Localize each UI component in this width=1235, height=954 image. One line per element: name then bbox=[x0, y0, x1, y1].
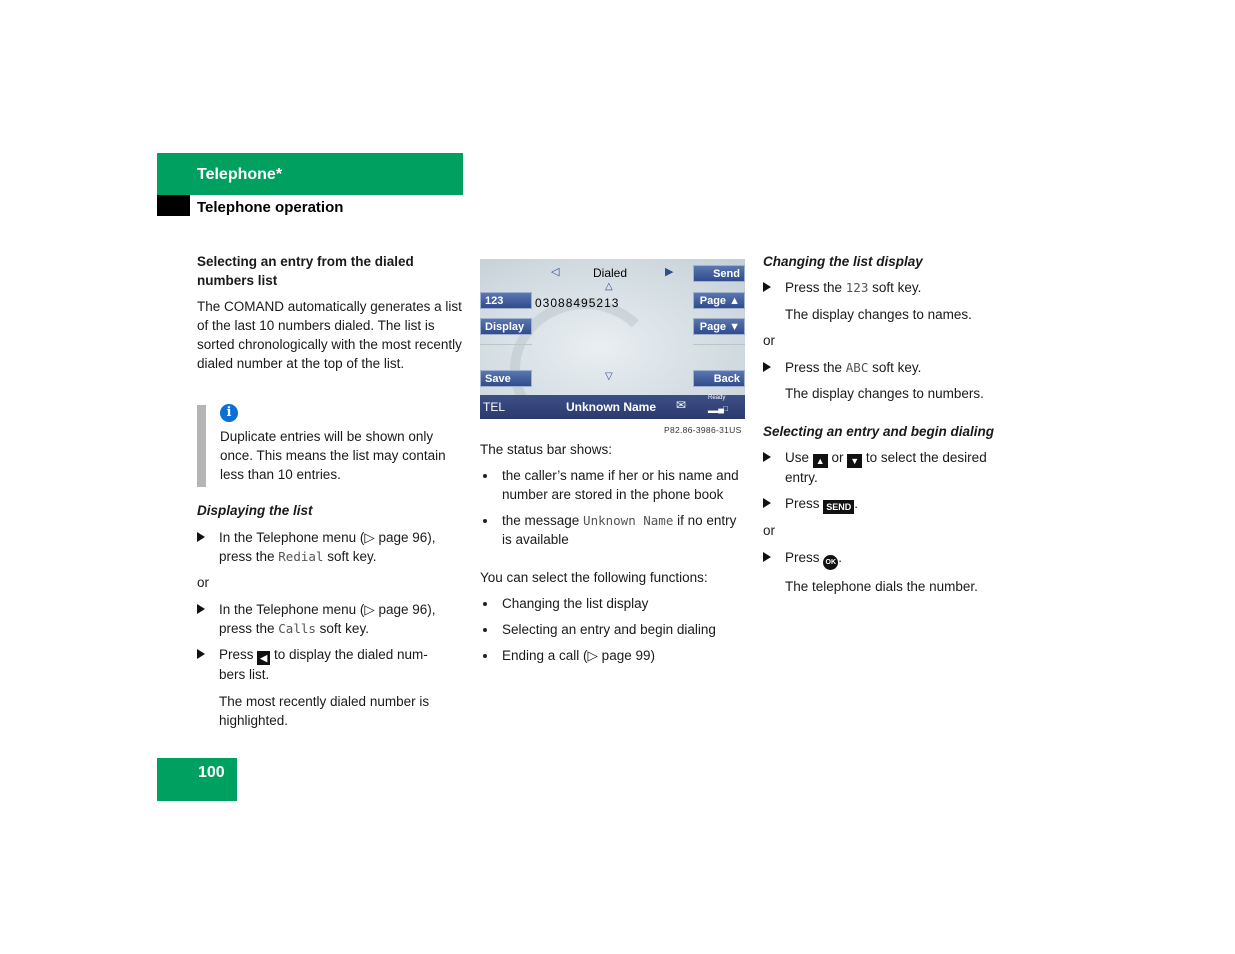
section-heading: Selecting an entry from the dialed numbers list bbox=[197, 254, 414, 288]
softkey-label: Redial bbox=[278, 549, 324, 564]
page-down-softkey[interactable]: Page ▼ bbox=[693, 318, 745, 335]
info-icon: i bbox=[220, 404, 238, 422]
step-item: Press OK . bbox=[763, 548, 1028, 570]
column-left-steps bbox=[197, 501, 462, 730]
softkey-label: Calls bbox=[278, 621, 316, 636]
result-text: The telephone dials the number. bbox=[785, 579, 978, 594]
list-item: Changing the list display bbox=[480, 594, 746, 613]
step-item: In the Telephone menu (▷ page 96), press the Redial soft key. bbox=[197, 528, 462, 566]
step-arrow-icon bbox=[197, 604, 205, 614]
status-mode: TEL bbox=[483, 400, 506, 414]
ok-key-icon: OK bbox=[823, 555, 838, 570]
comand-display-screen bbox=[480, 259, 745, 419]
scroll-up-icon[interactable]: △ bbox=[605, 281, 613, 292]
column-left bbox=[197, 252, 462, 373]
result-text: The most recently dialed number is highlighted. bbox=[219, 694, 430, 728]
step-arrow-icon bbox=[763, 362, 771, 372]
result-text: The display changes to numbers. bbox=[785, 386, 984, 401]
left-arrow-key-icon: ◀ bbox=[257, 651, 270, 665]
step-arrow-icon bbox=[763, 282, 771, 292]
or-text: or bbox=[197, 575, 210, 590]
result-text: The display changes to names. bbox=[785, 307, 972, 322]
step-arrow-icon bbox=[763, 498, 771, 508]
down-arrow-key-icon: ▼ bbox=[847, 454, 862, 468]
step-arrow-icon bbox=[197, 649, 205, 659]
status-intro: The status bar shows: bbox=[480, 442, 613, 457]
up-arrow-key-icon: ▲ bbox=[813, 454, 828, 468]
softkey-label: 123 bbox=[845, 280, 869, 295]
step-item: Press the 123 soft key. bbox=[763, 278, 1028, 297]
step-item: In the Telephone menu (▷ page 96), press the Calls soft key. bbox=[197, 600, 462, 638]
send-softkey[interactable]: Send bbox=[693, 265, 745, 282]
or-text: or bbox=[763, 523, 776, 538]
step-arrow-icon bbox=[763, 452, 771, 462]
page-up-softkey[interactable]: Page ▲ bbox=[693, 292, 745, 309]
info-text: Duplicate entries will be shown only once. This means the list may contain less than 10 entries. bbox=[220, 429, 446, 482]
scroll-down-icon[interactable]: ▽ bbox=[605, 371, 613, 382]
signal-strength-icon: ▂▂▄□ bbox=[708, 404, 727, 413]
list-item: the message Unknown Name if no entry is available bbox=[480, 511, 746, 549]
caller-name: Unknown Name bbox=[566, 400, 657, 414]
column-middle bbox=[480, 440, 746, 665]
123-softkey[interactable]: 123 bbox=[480, 292, 532, 309]
sub-heading: Selecting an entry and begin dialing bbox=[763, 424, 995, 439]
step-arrow-icon bbox=[763, 552, 771, 562]
envelope-icon: ✉ bbox=[676, 398, 687, 412]
sub-heading: Displaying the list bbox=[197, 503, 313, 518]
nav-right-icon[interactable]: ▶ bbox=[665, 266, 674, 278]
step-arrow-icon bbox=[197, 532, 205, 542]
back-softkey[interactable]: Back bbox=[693, 370, 745, 387]
subsection-marker bbox=[157, 195, 190, 216]
send-key-icon: SEND bbox=[823, 500, 854, 514]
save-softkey[interactable]: Save bbox=[480, 370, 532, 387]
nav-left-icon[interactable]: ◁ bbox=[551, 266, 560, 278]
step-item: Press the ABC soft key. bbox=[763, 358, 1028, 377]
ready-label: Ready bbox=[708, 395, 726, 401]
column-right bbox=[763, 252, 1028, 596]
step-item: Use ▲ or ▼ to select the desired entry. bbox=[763, 448, 1028, 487]
functions-intro: You can select the following functions: bbox=[480, 570, 708, 585]
step-item: Press SEND . bbox=[763, 494, 1028, 514]
or-text: or bbox=[763, 333, 776, 348]
step-item: Press ◀ to display the dialed num- bers list. bbox=[197, 645, 462, 684]
section-title: Telephone* bbox=[197, 166, 283, 183]
display-softkey[interactable]: Display bbox=[480, 318, 532, 335]
list-item: Selecting an entry and begin dialing bbox=[480, 620, 746, 639]
dialed-number-entry[interactable]: 03088495213 bbox=[535, 296, 620, 310]
softkey-label: ABC bbox=[845, 360, 869, 375]
figure-caption: P82.86-3986-31US bbox=[664, 425, 742, 435]
intro-paragraph: The COMAND automatically generates a list of the last 10 numbers dialed. The list is sorted chronologically with the most recently dialed number at the top of the list. bbox=[197, 299, 462, 371]
page-number-box bbox=[157, 758, 237, 801]
info-box-bar bbox=[197, 405, 206, 487]
sub-heading: Changing the list display bbox=[763, 254, 923, 269]
page-number: 100 bbox=[198, 764, 225, 781]
status-bar bbox=[480, 395, 745, 419]
list-item: the caller’s name if her or his name and number are stored in the phone book bbox=[480, 466, 746, 504]
subsection-title: Telephone operation bbox=[197, 199, 344, 216]
message-label: Unknown Name bbox=[583, 513, 674, 528]
list-title: Dialed bbox=[593, 266, 628, 280]
list-item: Ending a call (▷ page 99) bbox=[480, 646, 746, 665]
